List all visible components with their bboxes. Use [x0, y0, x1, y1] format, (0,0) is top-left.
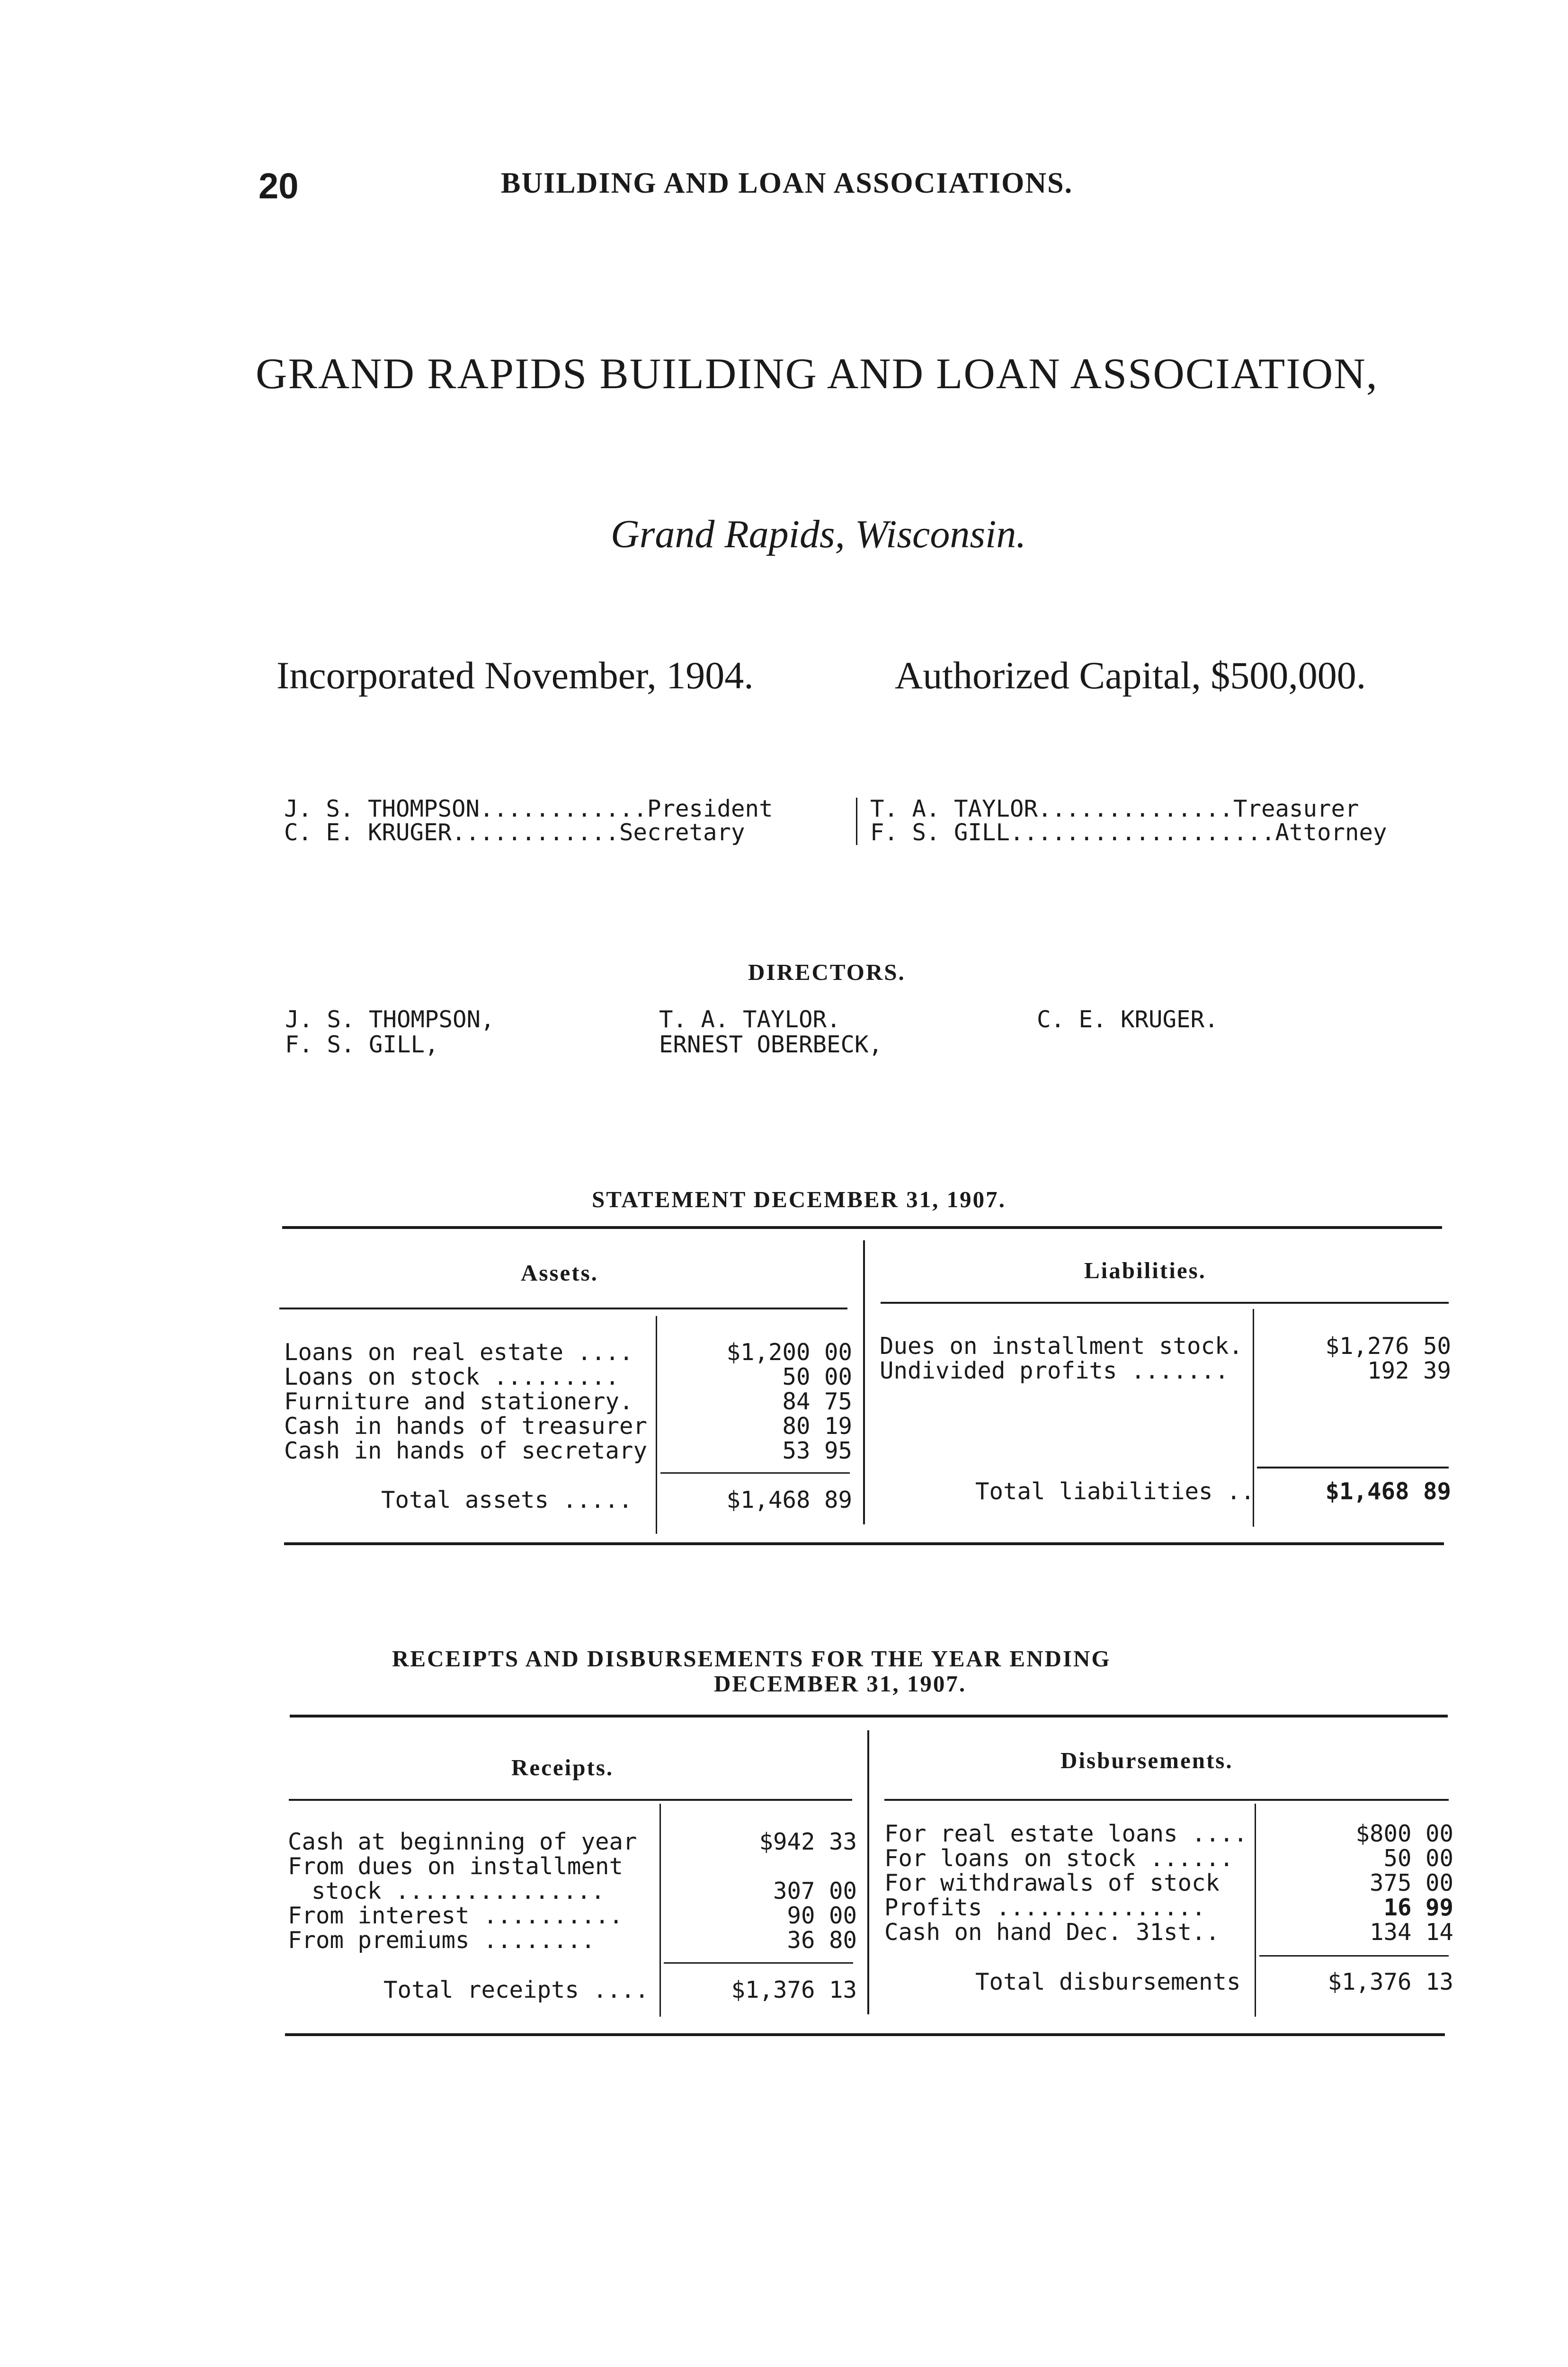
disbursements-header-rule [884, 1799, 1449, 1801]
receipt-value: 307 00 [773, 1878, 857, 1904]
asset-value: $1,200 00 [726, 1339, 852, 1366]
liability-value: $1,276 50 [1325, 1333, 1451, 1360]
officer-attorney: F. S. GILL...................Attorney [870, 819, 1387, 846]
asset-label: Cash in hands of treasurer [284, 1413, 648, 1440]
receipts-heading-line2: DECEMBER 31, 1907. [714, 1671, 967, 1697]
asset-label: Loans on stock ......... [284, 1363, 620, 1390]
receipts-header-rule [289, 1799, 852, 1801]
receipt-label: stock ............... [312, 1878, 605, 1904]
total-assets-value: $1,468 89 [726, 1486, 852, 1513]
disbursement-value: 16 99 [1383, 1894, 1453, 1921]
disbursements-header: Disbursements. [1060, 1747, 1233, 1773]
disbursement-value: $800 00 [1355, 1820, 1453, 1847]
liability-label: Dues on installment stock. [880, 1333, 1243, 1360]
total-assets-label: Total assets ..... [381, 1486, 633, 1513]
total-disbursements-label: Total disbursements [975, 1968, 1241, 1995]
liability-value: 192 39 [1367, 1357, 1451, 1384]
column-divider [863, 1240, 865, 1524]
page-number: 20 [258, 166, 299, 206]
receipt-value: 90 00 [787, 1902, 857, 1929]
director-name: J. S. THOMPSON, [285, 1006, 495, 1033]
total-liabilities-value: $1,468 89 [1325, 1478, 1451, 1505]
directors-heading: DIRECTORS. [748, 959, 906, 985]
asset-value: 53 95 [782, 1437, 852, 1464]
director-name: F. S. GILL, [285, 1031, 439, 1058]
receipts-value-divider [659, 1804, 661, 2017]
assets-sum-rule [660, 1472, 850, 1474]
disbursement-label: For loans on stock ...... [884, 1845, 1234, 1872]
assets-header-rule [279, 1308, 847, 1309]
receipts-header: Receipts. [511, 1754, 614, 1780]
director-name: T. A. TAYLOR. [659, 1006, 841, 1033]
table-top-rule [282, 1226, 1442, 1229]
statement-heading: STATEMENT DECEMBER 31, 1907. [592, 1186, 1006, 1212]
association-name: GRAND RAPIDS BUILDING AND LOAN ASSOCIATION, [256, 349, 1378, 398]
asset-value: 80 19 [782, 1413, 852, 1440]
receipt-value: $942 33 [759, 1828, 857, 1855]
table-bottom-rule [285, 2033, 1445, 2036]
total-receipts-value: $1,376 13 [731, 1976, 857, 2003]
total-liabilities-label: Total liabilities .. [975, 1478, 1255, 1505]
asset-label: Furniture and stationery. [284, 1388, 633, 1415]
liabilities-header: Liabilities. [1084, 1257, 1206, 1283]
asset-value: 50 00 [782, 1363, 852, 1390]
disbursement-value: 50 00 [1383, 1845, 1453, 1872]
officer-treasurer: T. A. TAYLOR..............Treasurer [870, 795, 1359, 822]
asset-label: Cash in hands of secretary [284, 1437, 648, 1464]
officers-divider [856, 798, 857, 845]
column-divider [867, 1730, 869, 2014]
disbursement-label: Cash on hand Dec. 31st.. [884, 1919, 1220, 1946]
disbursement-value: 134 14 [1369, 1919, 1453, 1946]
assets-value-divider [656, 1316, 657, 1534]
incorporation-date: Incorporated November, 1904. [276, 654, 754, 697]
assets-header: Assets. [521, 1260, 598, 1286]
disbursements-value-divider [1255, 1804, 1256, 2017]
liabilities-sum-rule [1257, 1467, 1449, 1468]
association-location: Grand Rapids, Wisconsin. [611, 512, 1026, 556]
receipts-sum-rule [664, 1962, 853, 1964]
officer-president: J. S. THOMPSON............President [284, 795, 773, 822]
disbursement-label: Profits ............... [884, 1894, 1206, 1921]
receipt-label: Cash at beginning of year [288, 1828, 637, 1855]
liability-label: Undivided profits ....... [880, 1357, 1229, 1384]
receipts-heading-line1: RECEIPTS AND DISBURSEMENTS FOR THE YEAR ENDING [392, 1646, 1111, 1672]
total-receipts-label: Total receipts .... [383, 1976, 649, 2003]
director-name: ERNEST OBERBECK, [659, 1031, 883, 1058]
table-bottom-rule [284, 1542, 1444, 1545]
disbursement-value: 375 00 [1369, 1869, 1453, 1896]
disbursements-sum-rule [1259, 1955, 1449, 1957]
receipt-value: 36 80 [787, 1927, 857, 1954]
table-top-rule [290, 1715, 1448, 1717]
total-disbursements-value: $1,376 13 [1327, 1968, 1453, 1995]
authorized-capital: Authorized Capital, $500,000. [895, 654, 1366, 697]
officer-secretary: C. E. KRUGER............Secretary [284, 819, 745, 846]
liabilities-header-rule [881, 1302, 1449, 1304]
running-title: BUILDING AND LOAN ASSOCIATIONS. [501, 167, 1073, 199]
director-name: C. E. KRUGER. [1037, 1006, 1219, 1033]
disbursement-label: For real estate loans .... [884, 1820, 1248, 1847]
receipt-label: From dues on installment [288, 1853, 624, 1880]
receipt-label: From premiums ........ [288, 1927, 596, 1954]
receipt-label: From interest .......... [288, 1902, 624, 1929]
disbursement-label: For withdrawals of stock [884, 1869, 1220, 1896]
asset-value: 84 75 [782, 1388, 852, 1415]
asset-label: Loans on real estate .... [284, 1339, 633, 1366]
